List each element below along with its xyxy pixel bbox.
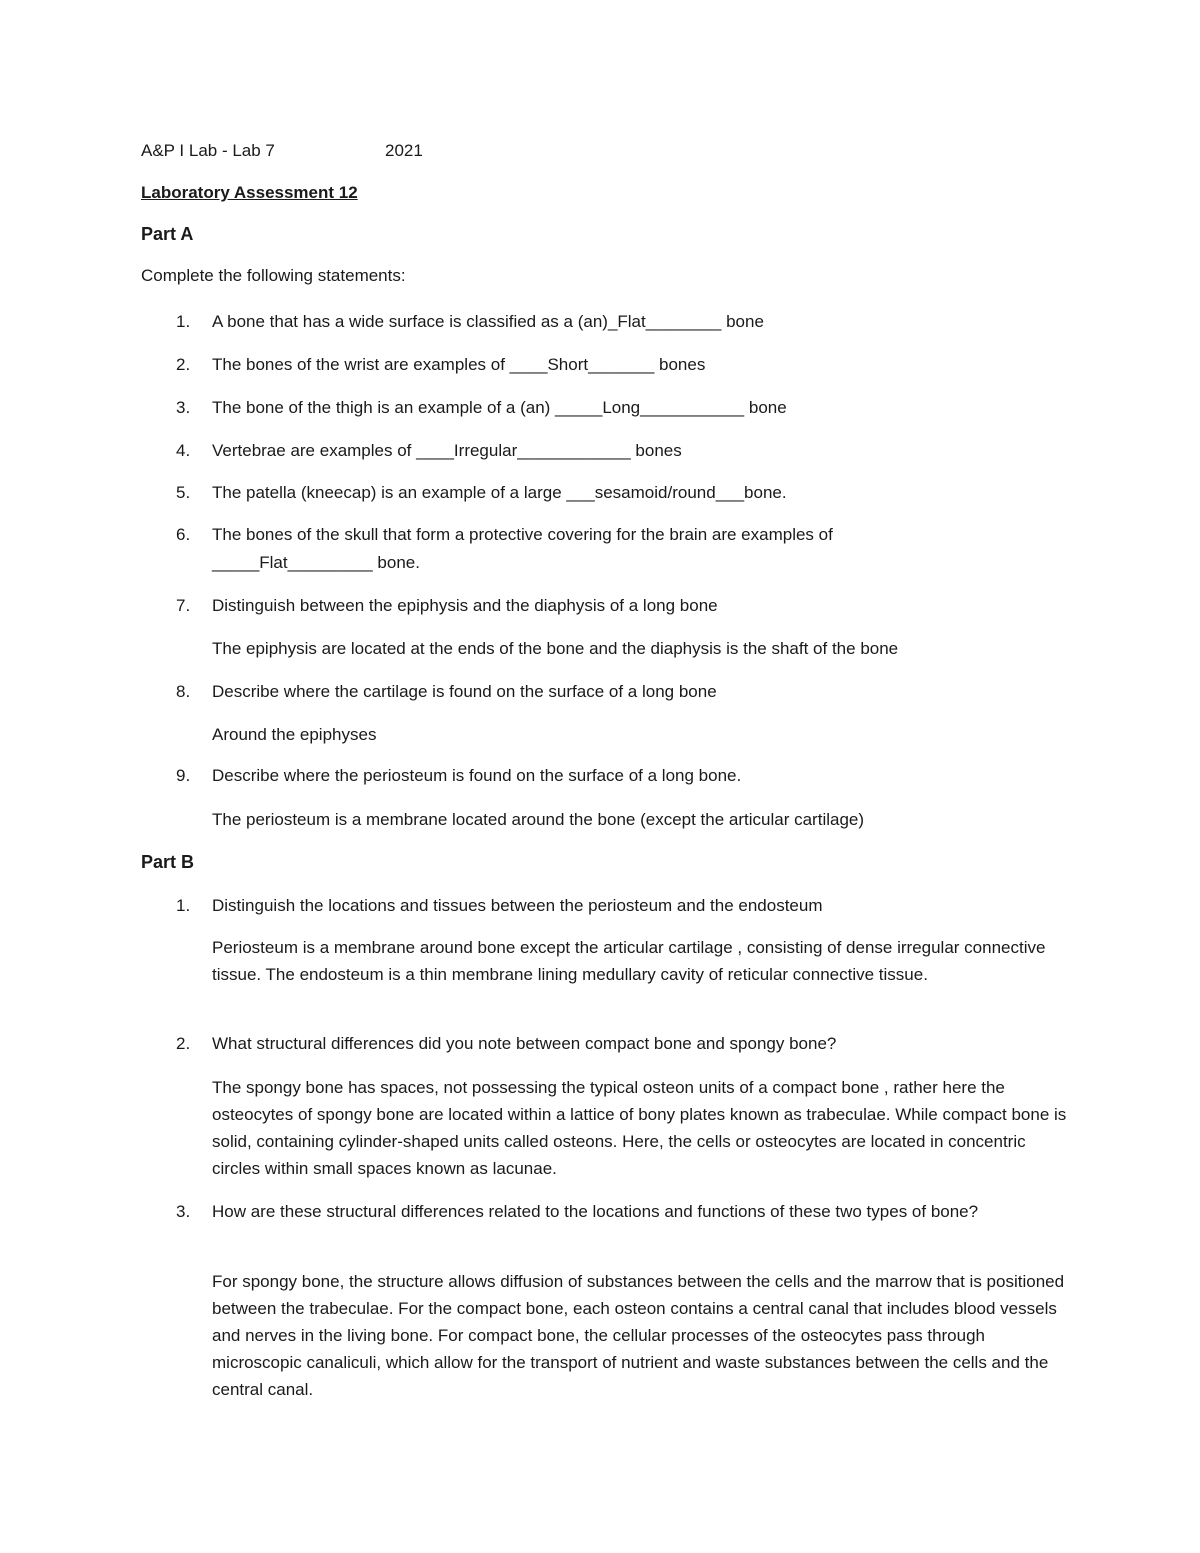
item-number: 2. [176,355,191,374]
part-a-intro: Complete the following statements: [141,266,406,285]
item-number: 9. [176,766,191,785]
item-text: A bone that has a wide surface is classified as a (an)_Flat________ bone [212,312,764,331]
item-number: 8. [176,682,191,701]
item-answer: The periosteum is a membrane located around the bone (except the articular cartilage) [212,810,865,829]
header-year: 2021 [385,141,423,160]
item-number: 5. [176,483,191,502]
document-title: Laboratory Assessment 12 [141,183,358,202]
item-answer: Around the epiphyses [212,725,377,744]
item-text: The bones of the wrist are examples of ____Short_______ bones [212,355,706,374]
item-text: The bone of the thigh is an example of a (an) _____Long___________ bone [212,398,787,417]
item-number: 6. [176,525,191,544]
item-text-continued: _____Flat_________ bone. [212,553,420,572]
item-answer: Periosteum is a membrane around bone except the articular cartilage , consisting of dense irregular connective tissue. The endosteum is a thin membrane lining medullary cavity of reticular connective tissue. [212,938,1046,984]
item-text: The patella (kneecap) is an example of a large ___sesamoid/round___bone. [212,483,787,502]
part-b-heading: Part B [141,852,195,872]
item-text: What structural differences did you note between compact bone and spongy bone? [212,1034,837,1053]
item-answer: The epiphysis are located at the ends of the bone and the diaphysis is the shaft of the bone [212,639,899,658]
item-number: 4. [176,441,191,460]
item-number: 1. [176,896,191,915]
item-answer: The spongy bone has spaces, not possessing the typical osteon units of a compact bone , rather here the osteocytes of spongy bone are located within a lattice of bony plates known as trabeculae. While compact bone is solid, containing cylinder-shaped units called osteons. Here, the cells or osteocytes are located in concentric circles within small spaces known as lacunae. [212,1078,1067,1178]
item-number: 1. [176,312,191,331]
course-header: A&P I Lab - Lab 7 [141,141,275,160]
item-text: Describe where the periosteum is found on the surface of a long bone. [212,766,742,785]
item-text: Vertebrae are examples of ____Irregular____________ bones [212,441,682,460]
item-number: 3. [176,398,191,417]
item-text: Describe where the cartilage is found on the surface of a long bone [212,682,717,701]
item-number: 3. [176,1202,191,1221]
item-text: The bones of the skull that form a protective covering for the brain are examples of [212,525,833,544]
item-text: How are these structural differences related to the locations and functions of these two types of bone? [212,1202,979,1221]
item-text: Distinguish the locations and tissues between the periosteum and the endosteum [212,896,823,915]
part-a-heading: Part A [141,224,194,244]
item-number: 2. [176,1034,191,1053]
item-text: Distinguish between the epiphysis and the diaphysis of a long bone [212,596,718,615]
item-answer: For spongy bone, the structure allows diffusion of substances between the cells and the marrow that is positioned between the trabeculae. For the compact bone, each osteon contains a central canal that includes blood vessels and nerves in the living bone. For compact bone, the cellular processes of the osteocytes pass through microscopic canaliculi, which allow for the transport of nutrient and waste substances between the cells and the central canal. [212,1272,1065,1399]
item-number: 7. [176,596,191,615]
